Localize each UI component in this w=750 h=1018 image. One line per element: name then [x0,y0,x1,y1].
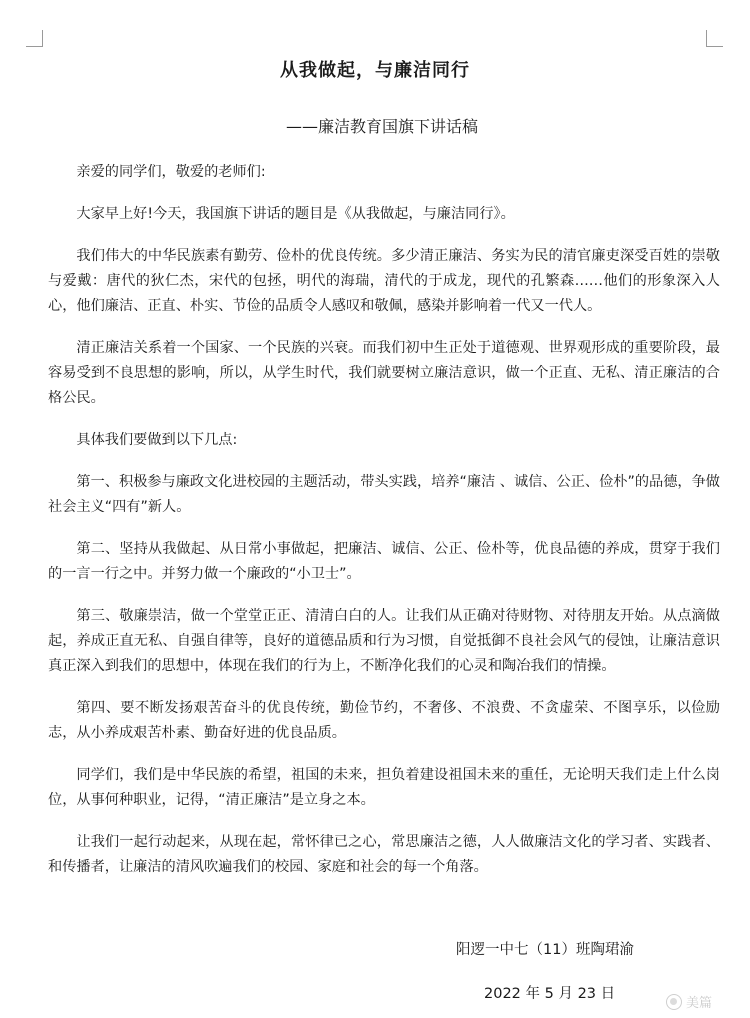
paragraph-point-3: 第三、敬廉崇洁，做一个堂堂正正、清清白白的人。让我们从正确对待财物、对待朋友开始。从点滴做起，养成正直无私、自强自律等，良好的道德品质和行为习惯，自觉抵御不良社会风气的侵蚀，让廉洁意识真正深入到我们的思想中，体现在我们的行为上，不断净化我们的心灵和陶冶我们的情操。 [48,608,720,674]
paragraph-greeting: 亲爱的同学们，敬爱的老师们: [76,164,266,180]
paragraph-students: 同学们，我们是中华民族的希望，祖国的未来，担负着建设祖国未来的重任，无论明天我们走上什么岗位，从事何种职业，记得，“清正廉洁”是立身之本。 [48,767,720,808]
document-title: 从我做起，与廉洁同行 [280,60,470,81]
document-body [48,160,720,897]
paragraph-importance: 清正廉洁关系着一个国家、一个民族的兴衰。而我们初中生正处于道德观、世界观形成的重要阶段，最容易受到不良思想的影响，所以，从学生时代，我们就要树立廉洁意识，做一个正直、无私、清正廉洁的合格公民。 [48,340,720,406]
page-corner-mark-top-right [706,30,723,47]
document-subtitle: ——廉洁教育国旗下讲话稿 [286,117,479,136]
watermark [666,992,712,1011]
meipian-logo-icon [666,994,682,1010]
signature: 阳逻一中七（11）班陶珺渝 [456,942,634,958]
paragraph-point-4: 第四、要不断发扬艰苦奋斗的优良传统，勤俭节约，不奢侈、不浪费、不贪虚荣、不图享乐，以俭励志，从小养成艰苦朴素、勤奋好进的优良品质。 [48,700,720,741]
page-corner-mark-top-left [26,30,43,47]
signature-date: 2022 年 5 月 23 日 [484,986,616,1002]
paragraph-points-intro: 具体我们要做到以下几点: [76,432,238,448]
paragraph-point-2: 第二、坚持从我做起、从日常小事做起，把廉洁、诚信、公正、俭朴等，优良品德的养成，贯穿于我们的一言一行之中。并努力做一个廉政的“小卫士”。 [48,541,720,582]
watermark-text: 美篇 [686,996,713,1011]
paragraph-point-1: 第一、积极参与廉政文化进校园的主题活动，带头实践，培养“廉洁 、诚信、公正、俭朴”的品德，争做社会主义“四有”新人。 [48,474,720,515]
paragraph-closing: 让我们一起行动起来，从现在起，常怀律已之心，常思廉洁之德，人人做廉洁文化的学习者、实践者、和传播者，让廉洁的清风吹遍我们的校园、家庭和社会的每一个角落。 [48,834,720,875]
paragraph-intro: 大家早上好!今天，我国旗下讲话的题目是《从我做起，与廉洁同行》。 [76,206,515,222]
paragraph-tradition: 我们伟大的中华民族素有勤劳、俭朴的优良传统。多少清正廉洁、务实为民的清官廉吏深受百姓的崇敬与爱戴：唐代的狄仁杰，宋代的包拯，明代的海瑞，清代的于成龙，现代的孔繁森……他们的形象深入人心，他们廉洁、正直、朴实、节俭的品质令人感叹和敬佩，感染并影响着一代又一代人。 [48,248,720,314]
